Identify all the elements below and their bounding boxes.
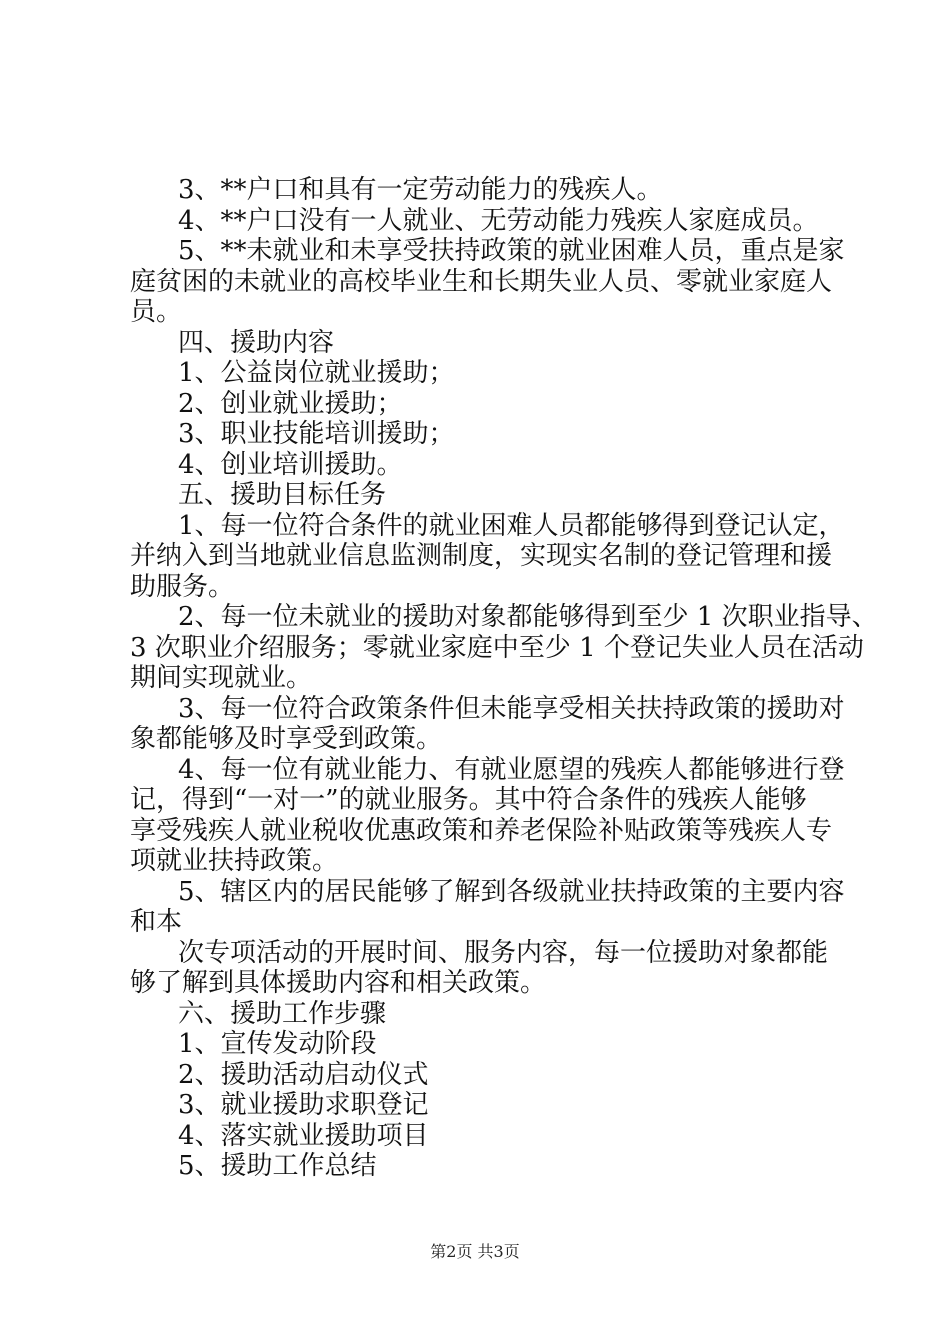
list-item-paragraph [130, 1090, 850, 1121]
text-line: 享受残疾人就业税收优惠政策和养老保险补贴政策等残疾人专 [130, 815, 833, 846]
text-line: 够了解到具体援助内容和相关政策。 [130, 968, 547, 998]
text-line: 5、**未就业和未享受扶持政策的就业困难人员，重点是家 [178, 236, 845, 266]
list-item-paragraph [130, 389, 850, 420]
text-line: 3 次职业介绍服务；零就业家庭中至少 1 个登记失业人员在活动 [130, 632, 864, 663]
list-item-paragraph [130, 1151, 850, 1182]
text-line: 项就业扶持政策。 [130, 846, 339, 876]
text-line: 期间实现就业。 [130, 663, 313, 693]
list-item-paragraph [130, 236, 850, 328]
text-line: 3、就业援助求职登记 [178, 1090, 429, 1120]
section-heading [130, 480, 850, 511]
text-line: 4、创业培训援助。 [178, 449, 403, 480]
text-line: 5、援助工作总结 [178, 1151, 377, 1181]
text-line: 5、辖区内的居民能够了解到各级就业扶持政策的主要内容 [178, 876, 845, 907]
text-line: 4、落实就业援助项目 [178, 1120, 429, 1151]
text-line: 2、援助活动启动仪式 [178, 1059, 429, 1090]
text-line: 2、每一位未就业的援助对象都能够得到至少 1 次职业指导、 [178, 602, 878, 632]
text-paragraph [130, 938, 850, 999]
list-item-paragraph [130, 755, 850, 877]
text-line: 1、公益岗位就业援助； [178, 358, 455, 388]
list-item-paragraph [130, 206, 850, 237]
section-heading-text: 四、援助内容 [178, 327, 335, 358]
text-line: 助服务。 [130, 571, 235, 602]
list-item-paragraph [130, 1060, 850, 1091]
list-item-paragraph [130, 419, 850, 450]
text-line: 2、创业就业援助； [178, 388, 403, 419]
list-item-paragraph [130, 450, 850, 481]
list-item-paragraph [130, 358, 850, 389]
list-item-paragraph [130, 1029, 850, 1060]
section-heading [130, 999, 850, 1030]
text-line: 次专项活动的开展时间、服务内容，每一位援助对象都能 [178, 937, 829, 968]
text-line: 3、职业技能培训援助； [178, 419, 455, 449]
list-item-paragraph [130, 175, 850, 206]
list-item-paragraph [130, 602, 878, 694]
text-line: 1、宣传发动阶段 [178, 1029, 377, 1059]
text-line: 3、**户口和具有一定劳动能力的残疾人。 [178, 175, 663, 205]
text-line: 员。 [130, 297, 183, 327]
list-item-paragraph [130, 694, 850, 755]
list-item-paragraph [130, 511, 850, 603]
text-line: 并纳入到当地就业信息监测制度，实现实名制的登记管理和援 [130, 541, 833, 571]
list-item-paragraph [130, 1121, 850, 1152]
page-number-footer: 第2页 共3页 [430, 1242, 520, 1261]
text-line: 4、每一位有就业能力、有就业愿望的残疾人都能够进行登 [178, 754, 845, 785]
list-item-paragraph [130, 877, 850, 938]
text-line: 象都能够及时享受到政策。 [130, 724, 443, 754]
text-line: 3、每一位符合政策条件但未能享受相关扶持政策的援助对 [178, 693, 845, 724]
text-line: 和本 [130, 907, 183, 937]
text-line: 庭贫困的未就业的高校毕业生和长期失业人员、零就业家庭人 [130, 266, 833, 297]
section-heading-text: 五、援助目标任务 [178, 480, 387, 510]
document-body [130, 175, 878, 1182]
text-line: 1、每一位符合条件的就业困难人员都能够得到登记认定， [178, 510, 845, 541]
text-line: 记，得到“一对一”的就业服务。其中符合条件的残疾人能够 [130, 785, 807, 815]
text-line: 4、**户口没有一人就业、无劳动能力残疾人家庭成员。 [178, 205, 819, 236]
section-heading-text: 六、援助工作步骤 [178, 998, 387, 1029]
section-heading [130, 328, 850, 359]
